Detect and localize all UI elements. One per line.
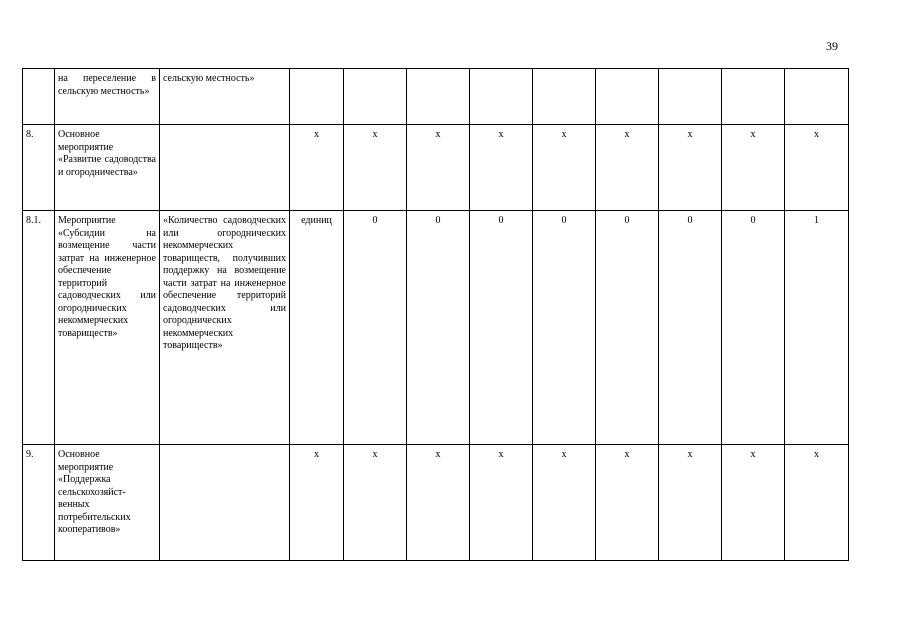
value-cell xyxy=(596,69,659,125)
value-cell: 0 xyxy=(407,211,470,445)
value-cell xyxy=(533,69,596,125)
table-row xyxy=(23,69,849,125)
value-cell: 1 xyxy=(785,211,849,445)
indicator-cell xyxy=(160,445,290,561)
row-number-cell: 9. xyxy=(23,445,55,561)
value-cell: х xyxy=(659,445,722,561)
activity-name-cell: на переселение в сельскую местность» xyxy=(55,69,160,125)
page-number: 39 xyxy=(826,39,838,53)
activity-name-cell: Мероприятие «Субсидии на возмещение части затрат на инженерное обеспечение территорий садоводческих или огороднических некоммерческих товариществ» xyxy=(55,211,160,445)
program-table xyxy=(22,68,849,561)
value-cell: х xyxy=(344,125,407,211)
value-cell: х xyxy=(407,445,470,561)
value-cell: х xyxy=(596,445,659,561)
row-number-cell xyxy=(23,69,55,125)
value-cell xyxy=(722,69,785,125)
value-cell: х xyxy=(722,445,785,561)
indicator-cell: сельскую местность» xyxy=(160,69,290,125)
table-row xyxy=(23,211,849,445)
value-cell: 0 xyxy=(596,211,659,445)
value-cell: 0 xyxy=(659,211,722,445)
value-cell: х xyxy=(785,445,849,561)
table-row xyxy=(23,445,849,561)
value-cell xyxy=(407,69,470,125)
value-cell: 0 xyxy=(722,211,785,445)
activity-name-cell: Основное мероприятие «Поддержка сельскохозяйст-венных потребительских кооперативов» xyxy=(55,445,160,561)
unit-cell: х xyxy=(290,125,344,211)
value-cell: х xyxy=(722,125,785,211)
value-cell: х xyxy=(533,125,596,211)
value-cell: х xyxy=(533,445,596,561)
value-cell: 0 xyxy=(470,211,533,445)
value-cell: х xyxy=(785,125,849,211)
row-number-cell: 8.1. xyxy=(23,211,55,445)
value-cell: х xyxy=(344,445,407,561)
value-cell: 0 xyxy=(533,211,596,445)
indicator-cell xyxy=(160,125,290,211)
value-cell: х xyxy=(596,125,659,211)
table-row xyxy=(23,125,849,211)
value-cell: х xyxy=(407,125,470,211)
value-cell xyxy=(344,69,407,125)
unit-cell: единиц xyxy=(290,211,344,445)
value-cell xyxy=(785,69,849,125)
unit-cell xyxy=(290,69,344,125)
value-cell: х xyxy=(470,445,533,561)
value-cell: 0 xyxy=(344,211,407,445)
value-cell: х xyxy=(470,125,533,211)
unit-cell: х xyxy=(290,445,344,561)
value-cell xyxy=(470,69,533,125)
activity-name-cell: Основное мероприятие «Развитие садоводства и огородничества» xyxy=(55,125,160,211)
value-cell xyxy=(659,69,722,125)
value-cell: х xyxy=(659,125,722,211)
indicator-cell: «Количество садоводческих или огороднических некоммерческих товариществ, получивших поддержку на возмещение части затрат на инженерное обеспечение территорий садоводческих или огороднических некоммерческих товариществ» xyxy=(160,211,290,445)
row-number-cell: 8. xyxy=(23,125,55,211)
